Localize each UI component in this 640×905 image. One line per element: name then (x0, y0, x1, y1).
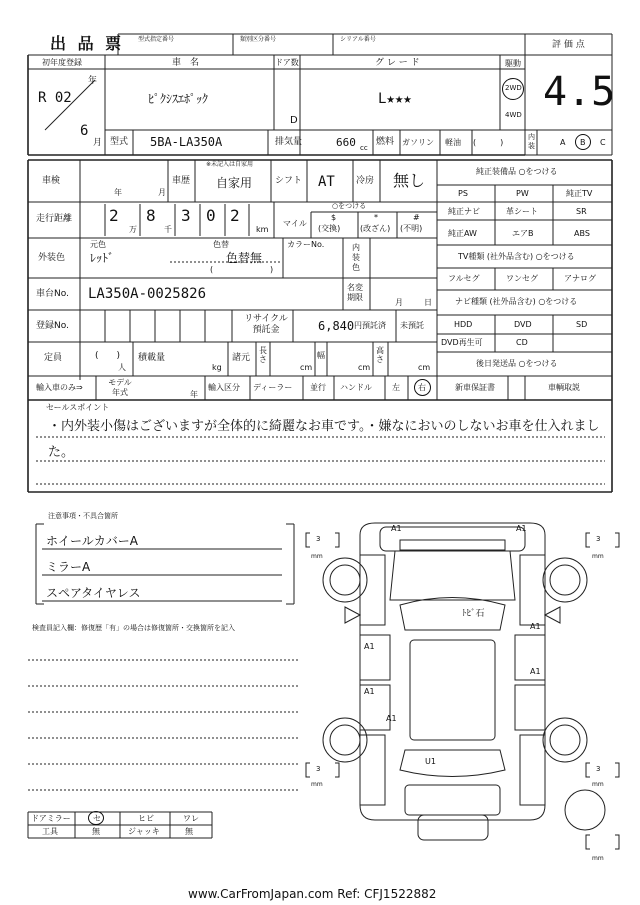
import-type-label: 輸入区分 (208, 383, 240, 392)
interior-a: A (560, 138, 566, 147)
chassis-value: LA350A-0025826 (88, 286, 207, 302)
inspector-label: 検査員記入欄：修復歴「有」の場合は修復箇所・交換箇所を記入 (32, 624, 235, 632)
model-label: 型式 (110, 137, 129, 147)
drive-label: 駆動 (505, 59, 521, 68)
tire-depth-spare-mm: mm (592, 855, 604, 862)
damage-mark-rear: U1 (425, 757, 436, 766)
damage-mark-front-right: A1 (516, 524, 527, 533)
first-reg-year-unit: 年 (88, 76, 98, 86)
handle-left: 左 (392, 383, 400, 392)
mileage-unit-sen: 千 (164, 225, 172, 234)
length-label: 長さ (259, 346, 267, 364)
orig-color-value: ﾚｯﾄﾞ (90, 251, 115, 265)
fuel-label: 燃料 (376, 137, 395, 147)
recycle-not-deposited: 未預託 (400, 321, 424, 330)
mileage-exchange: (交換) (318, 224, 341, 233)
length-cm: cm (300, 363, 313, 372)
opt-sr: SR (576, 207, 587, 216)
history-note: ※未記入は自家用 (206, 161, 254, 168)
sales-point-label: セールスポイント (46, 403, 110, 412)
note-item-1: ホイールカバーA (46, 534, 138, 548)
mileage-circle-note: ○をつける (332, 202, 367, 210)
first-reg-month-unit: 月 (93, 138, 103, 148)
interior-c: C (600, 138, 606, 147)
fuel-gasoline: ガソリン (402, 138, 434, 147)
damage-mark-front-left: A1 (391, 524, 402, 533)
sales-point-line-1: ・内外装小傷はございますが全体的に綺麗なお車です。・嫌なにおいのしないお車を仕入れまし (48, 419, 600, 434)
handle-right: 右 (418, 383, 426, 392)
tire-depth-rl-mm: mm (311, 781, 323, 788)
repaint-value: 色替無 (226, 251, 263, 265)
tire-depth-fl-mm: mm (311, 553, 323, 560)
repaint-paren-open: ( (210, 265, 214, 274)
serial-label: シリアル番号 (340, 36, 376, 43)
car-name-label: 車 名 (172, 58, 200, 68)
import-only-label: 輸入車のみ⇒ (36, 383, 83, 392)
doors-label: ドア数 (275, 58, 299, 67)
tools-value: 無 (92, 827, 100, 836)
tire-depth-rr-mm: mm (592, 781, 604, 788)
score-value: 4.5 (543, 69, 616, 115)
note-item-3: スペアタイヤレス (46, 586, 141, 600)
displacement-label: 排気量 (275, 137, 303, 147)
repaint-label: 色替 (213, 240, 229, 249)
genuine-title: 純正装備品 ○をつける (476, 167, 558, 176)
history-label: 車歴 (172, 176, 191, 186)
navi-hdd: HDD (454, 320, 473, 329)
orig-color-label: 元色 (90, 240, 106, 249)
expiry-day-unit: 日 (424, 298, 432, 307)
mileage-mile: マイル (283, 219, 307, 228)
opt-genuine-navi: 純正ナビ (448, 207, 480, 216)
mileage-hash: # (413, 213, 420, 222)
opt-genuine-tv: 純正TV (566, 189, 593, 198)
break-label: ワレ (183, 814, 199, 823)
opt-genuine-aw: 純正AW (448, 229, 477, 238)
damage-mark-left-quarter: A1 (386, 714, 397, 723)
color-no-label: カラーNo. (287, 240, 325, 249)
import-dealer: ディーラー (253, 383, 293, 392)
recycle-value: 6,840 (318, 319, 355, 333)
fuel-paren: ( ) (473, 138, 504, 147)
tv-fullseg: フルセグ (448, 274, 480, 283)
mileage-star: * (374, 213, 378, 222)
tire-depth-fr-mm: mm (592, 553, 604, 560)
damage-mark-right-door: A1 (530, 667, 541, 676)
opt-pw: PW (516, 189, 529, 198)
mileage-tampered: (改ざん) (360, 224, 391, 233)
reg-no-label: 登録No. (36, 321, 69, 331)
grade-label: グ レ ー ド (375, 58, 420, 68)
load-kg: kg (212, 363, 222, 372)
capacity-paren: ( ) (95, 351, 121, 361)
car-damage-diagram (300, 515, 620, 875)
displacement-value: 660 (336, 136, 356, 149)
navi-title: ナビ種類 (社外品含む) ○をつける (455, 297, 578, 306)
width-cm: cm (358, 363, 371, 372)
damage-mark-left-front-door: A1 (364, 642, 375, 651)
inspection-month-unit: 月 (158, 188, 166, 197)
chassis-label: 車台No. (36, 289, 69, 299)
model-year-label: モデル年式 (108, 378, 132, 397)
jack-value: 無 (185, 827, 193, 836)
mileage-label: 走行距離 (36, 214, 73, 224)
tire-depth-fr: 3 (596, 535, 601, 543)
name-change-expiry-label: 名変期限 (347, 283, 363, 302)
mileage-digit-3: 3 (181, 206, 191, 225)
drive-2wd: 2WD (505, 84, 522, 92)
door-mirror-label: ドアミラー (31, 814, 71, 823)
tire-depth-fl: 3 (316, 535, 321, 543)
first-reg-month: 6 (80, 123, 89, 139)
score-label: 評 価 点 (552, 40, 585, 50)
shift-label: シフト (275, 176, 303, 186)
mileage-digit-4: 0 (206, 206, 216, 225)
tire-depth-rr: 3 (596, 765, 601, 773)
sales-point-line-2: た。 (48, 445, 75, 460)
car-name-value: ﾋﾟｸｼｽｴﾎﾟｯｸ (148, 92, 209, 106)
doors-value: D (290, 115, 298, 126)
recycle-unit: 円預託済 (354, 321, 386, 330)
type-designation-label: 型式指定番号 (138, 36, 175, 43)
interior-label: 内装 (528, 133, 535, 150)
shift-value: AT (318, 174, 335, 190)
capacity-person-unit: 人 (118, 363, 126, 372)
expiry-month-unit: 月 (395, 298, 403, 307)
category-label: 類別区分番号 (240, 36, 277, 43)
damage-mark-left-rear-door: A1 (364, 687, 375, 696)
post-manual: 車輌取説 (548, 383, 580, 392)
interior-color-label: 内装色 (352, 243, 360, 272)
mileage-unknown: (不明) (400, 224, 423, 233)
first-reg-era-year: R 02 (38, 90, 72, 106)
handle-label: ハンドル (340, 383, 372, 392)
mileage-dollar: $ (331, 213, 337, 222)
dims-label: 諸元 (232, 353, 251, 363)
mileage-digit-2: 8 (146, 206, 156, 225)
grade-value: L★★★ (378, 91, 412, 107)
capacity-label: 定員 (44, 353, 63, 363)
inspection-year-unit: 年 (114, 188, 122, 197)
first-reg-label: 初年度登録 (42, 58, 82, 67)
form-title: 出 品 票 (50, 34, 125, 53)
import-parallel: 並行 (310, 383, 326, 392)
footer-ref: www.CarFromJapan.com Ref: CFJ1522882 (188, 887, 437, 901)
recycle-label: リサイクル預託金 (244, 314, 288, 335)
tv-analog: アナログ (564, 274, 596, 283)
damage-mark-hood-chip: ﾄﾋﾞ石 (462, 609, 485, 619)
interior-b: B (580, 138, 586, 147)
height-label: 高さ (376, 346, 384, 364)
model-year-unit: 年 (190, 390, 198, 399)
mileage-digit-1: 2 (109, 206, 119, 225)
mileage-digit-5: 2 (230, 206, 240, 225)
repaint-paren-close: ) (270, 265, 274, 274)
history-value: 自家用 (216, 176, 253, 190)
note-item-2: ミラーA (46, 560, 91, 574)
tools-label: 工具 (42, 827, 58, 836)
width-label: 幅 (317, 351, 325, 360)
model-value: 5BA-LA350A (150, 135, 223, 149)
mileage-km: km (256, 225, 269, 234)
mileage-unit-man: 万 (129, 225, 137, 234)
load-label: 積載量 (138, 353, 166, 363)
opt-airbag: エアB (512, 229, 534, 238)
displacement-unit: cc (360, 144, 368, 152)
tv-oneseg: ワンセグ (506, 274, 538, 283)
tire-depth-rl: 3 (316, 765, 321, 773)
post-warranty: 新車保証書 (455, 383, 495, 392)
opt-leather: 革シート (506, 207, 538, 216)
navi-dvd: DVD (514, 320, 532, 329)
navi-dvd-play: DVD再生可 (441, 338, 483, 347)
opt-abs: ABS (574, 229, 590, 238)
navi-cd: CD (516, 338, 528, 347)
ac-label: 冷房 (356, 176, 375, 186)
post-title: 後日発送品 ○をつける (476, 359, 558, 368)
drive-4wd: 4WD (505, 111, 522, 119)
damage-mark-right-fender: A1 (530, 622, 541, 631)
fuel-diesel: 軽油 (445, 138, 461, 147)
opt-ps: PS (458, 189, 468, 198)
inspection-label: 車検 (42, 176, 61, 186)
door-mirror-circle-mark (88, 811, 104, 825)
door-mirror-value: セ (93, 814, 101, 823)
jack-label: ジャッキ (128, 827, 160, 836)
tv-title: TV種類 (社外品含む) ○をつける (458, 252, 575, 261)
crack-label: ヒビ (138, 814, 154, 823)
navi-sd: SD (576, 320, 588, 329)
ac-value: 無し (393, 171, 426, 190)
notes-label: 注意事項・不具合箇所 (48, 512, 118, 520)
height-cm: cm (418, 363, 431, 372)
exterior-label: 外装色 (38, 253, 66, 263)
